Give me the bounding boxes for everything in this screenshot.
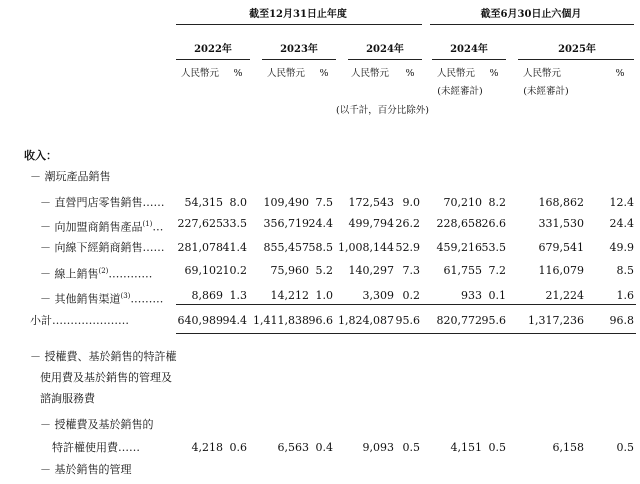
header-year-2022: 2022年 — [194, 44, 232, 55]
year-underline — [432, 59, 506, 60]
footnote-marker: (3) — [120, 292, 131, 300]
revenue-row-pct: 26.6 — [481, 217, 506, 230]
revenue-row-label: － 向加盟商銷售產品$^{(1)}$… — [40, 220, 164, 234]
unaudited-note: (未經審計) — [437, 86, 483, 97]
revenue-row-pct: 1.3 — [229, 289, 247, 302]
revenue-row-amount: 70,210 — [443, 196, 482, 209]
revenue-row-pct: 8.0 — [229, 196, 247, 209]
pct-label: % — [233, 68, 243, 79]
revenue-row-amount: 69,102 — [184, 264, 223, 277]
currency-label: 人民幣元 — [180, 68, 219, 79]
revenue-row-amount: 75,960 — [270, 264, 309, 277]
header-year-2023: 2023年 — [280, 44, 318, 55]
revenue-row-label: － 直營門店零售銷售…… — [40, 196, 165, 209]
revenue-row-amount: 8,869 — [191, 289, 223, 302]
header-year-rule — [176, 24, 422, 25]
licensing-line-2: 使用費及基於銷售的管理及 — [40, 371, 172, 384]
footnote-marker: (2) — [98, 267, 109, 275]
footnote-marker: (1) — [142, 220, 153, 228]
revenue-row-pct: 1.0 — [315, 289, 333, 302]
subtotal-bottom-rule — [176, 333, 636, 334]
header-half-2024: 2024年 — [450, 44, 488, 55]
revenue-row-pct: 8.5 — [616, 264, 634, 277]
revenue-row-amount: 168,862 — [538, 196, 584, 209]
revenue-row-pct: 53.5 — [481, 241, 506, 254]
royalty-amount: 4,218 — [191, 441, 223, 454]
units-note: (以千計，百分比除外) — [336, 105, 429, 116]
subtotal-amount: 640,989 — [177, 314, 223, 327]
subtotal-rule — [176, 304, 636, 305]
revenue-row-amount: 54,315 — [184, 196, 223, 209]
royalty-amount: 4,151 — [450, 441, 482, 454]
revenue-row-pct: 1.6 — [616, 289, 634, 302]
revenue-row-pct: 41.4 — [222, 241, 247, 254]
revenue-row-amount: 109,490 — [263, 196, 309, 209]
royalty-amount: 9,093 — [362, 441, 394, 454]
royalty-line-2: 特許權使用費…… — [52, 441, 140, 454]
year-underline — [262, 59, 336, 60]
header-half-rule — [430, 24, 634, 25]
revenue-row-pct: 10.2 — [222, 264, 247, 277]
revenue-row-amount: 61,755 — [443, 264, 482, 277]
subtotal-pct: 94.4 — [222, 314, 247, 327]
revenue-row-pct: 7.2 — [488, 264, 506, 277]
royalty-amount: 6,563 — [277, 441, 309, 454]
revenue-row-pct: 52.9 — [395, 241, 420, 254]
revenue-row-amount: 227,625 — [177, 217, 223, 230]
trendy-products-heading: － 潮玩產品銷售 — [30, 170, 111, 183]
currency-label: 人民幣元 — [350, 68, 389, 79]
revenue-row-amount: 140,297 — [348, 264, 394, 277]
royalty-pct: 0.5 — [616, 441, 634, 454]
pct-label: % — [615, 68, 625, 79]
revenue-row-pct: 24.4 — [308, 217, 333, 230]
revenue-row-pct: 24.4 — [609, 217, 634, 230]
mgmt-line-1: － 基於銷售的管理 — [40, 463, 132, 476]
currency-label: 人民幣元 — [266, 68, 305, 79]
subtotal-label: 小計………………… — [30, 314, 129, 327]
subtotal-amount: 1,824,087 — [338, 314, 394, 327]
currency-label: 人民幣元 — [436, 68, 475, 79]
revenue-row-pct: 26.2 — [395, 217, 420, 230]
header-half-group: 截至6月30日止六個月 — [480, 9, 582, 20]
revenue-row-label: － 線上銷售$^{(2)}$………… — [40, 267, 153, 281]
year-underline — [176, 59, 250, 60]
revenue-row-amount: 14,212 — [270, 289, 309, 302]
revenue-row-amount: 116,079 — [538, 264, 584, 277]
revenue-row-amount: 356,719 — [263, 217, 309, 230]
revenue-row-pct: 58.5 — [308, 241, 333, 254]
subtotal-pct: 95.6 — [395, 314, 420, 327]
subtotal-pct: 96.8 — [609, 314, 634, 327]
royalty-pct: 0.5 — [488, 441, 506, 454]
subtotal-pct: 96.6 — [308, 314, 333, 327]
royalty-pct: 0.6 — [229, 441, 247, 454]
revenue-row-pct: 7.5 — [315, 196, 333, 209]
subtotal-amount: 1,317,236 — [528, 314, 584, 327]
revenue-row-amount: 331,530 — [538, 217, 584, 230]
royalty-pct: 0.4 — [315, 441, 333, 454]
revenue-row-pct: 9.0 — [402, 196, 420, 209]
royalty-line-1: － 授權費及基於銷售的 — [40, 418, 154, 431]
revenue-row-label: － 其他銷售渠道$^{(3)}$……… — [40, 292, 164, 306]
licensing-line-3: 諮詢服務費 — [40, 392, 95, 405]
header-half-2025: 2025年 — [558, 44, 596, 55]
revenue-row-pct: 7.3 — [402, 264, 420, 277]
pct-label: % — [489, 68, 499, 79]
pct-label: % — [405, 68, 415, 79]
unaudited-note: (未經審計) — [523, 86, 569, 97]
header-year-2024: 2024年 — [366, 44, 404, 55]
year-underline — [348, 59, 422, 60]
header-year-group: 截至12月31日止年度 — [249, 9, 347, 20]
pct-label: % — [319, 68, 329, 79]
revenue-row-amount: 228,658 — [436, 217, 482, 230]
revenue-row-pct: 0.2 — [402, 289, 420, 302]
revenue-row-pct: 49.9 — [609, 241, 634, 254]
royalty-amount: 6,158 — [552, 441, 584, 454]
revenue-row-label: － 向線下經銷商銷售…… — [40, 241, 165, 254]
revenue-heading: 收入： — [24, 149, 57, 162]
revenue-row-amount: 855,457 — [263, 241, 309, 254]
revenue-row-amount: 1,008,144 — [338, 241, 394, 254]
revenue-row-amount: 3,309 — [362, 289, 394, 302]
licensing-line-1: － 授權費、基於銷售的特許權 — [30, 350, 177, 363]
subtotal-amount: 1,411,838 — [253, 314, 309, 327]
revenue-row-amount: 281,078 — [177, 241, 223, 254]
revenue-row-pct: 8.2 — [488, 196, 506, 209]
revenue-row-amount: 21,224 — [545, 289, 584, 302]
revenue-row-amount: 933 — [461, 289, 482, 302]
revenue-row-amount: 499,794 — [348, 217, 394, 230]
revenue-row-amount: 459,216 — [436, 241, 482, 254]
subtotal-pct: 95.6 — [481, 314, 506, 327]
royalty-pct: 0.5 — [402, 441, 420, 454]
revenue-row-pct: 33.5 — [222, 217, 247, 230]
currency-label: 人民幣元 — [522, 68, 561, 79]
revenue-row-pct: 12.4 — [609, 196, 634, 209]
revenue-row-pct: 5.2 — [315, 264, 333, 277]
year-underline — [518, 59, 634, 60]
revenue-row-pct: 0.1 — [488, 289, 506, 302]
revenue-row-amount: 172,543 — [348, 196, 394, 209]
subtotal-amount: 820,772 — [436, 314, 482, 327]
revenue-row-amount: 679,541 — [538, 241, 584, 254]
